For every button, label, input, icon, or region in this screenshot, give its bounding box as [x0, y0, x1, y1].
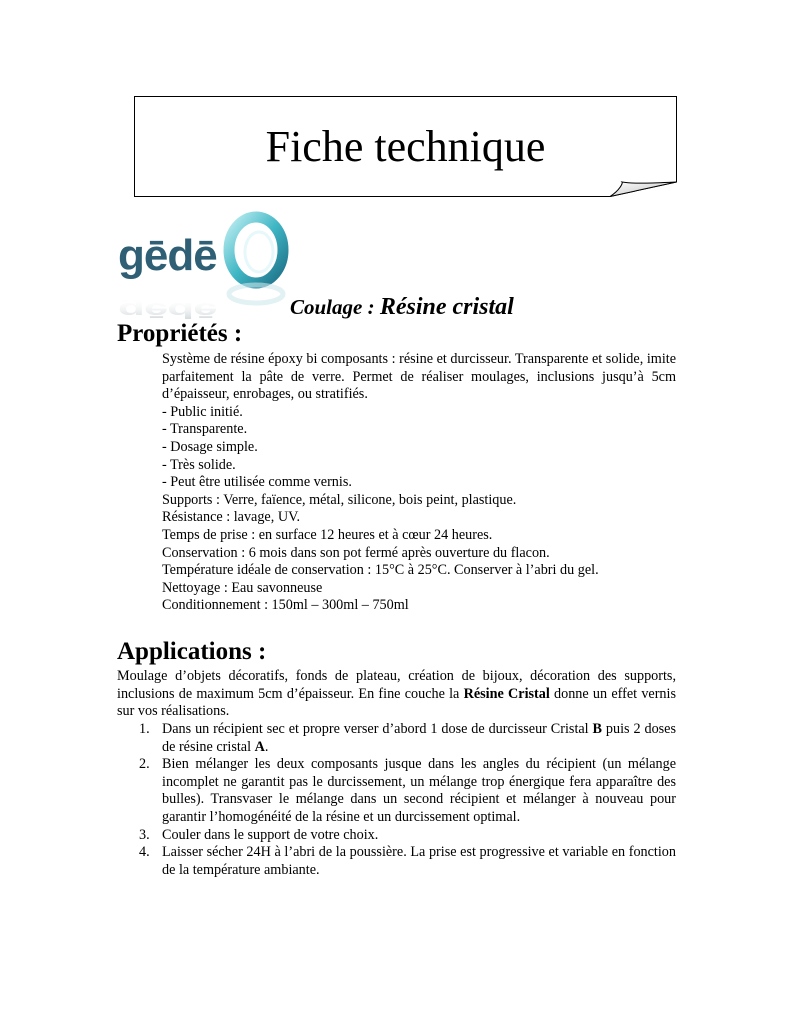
- hardener-letter: B: [592, 721, 603, 737]
- step-item: [117, 827, 676, 845]
- subtitle-prefix: Coulage :: [290, 295, 380, 319]
- property-detail-resistance: Résistance : lavage, UV.: [162, 509, 301, 526]
- gedeo-logo: [114, 212, 292, 322]
- properties-section: [162, 351, 676, 615]
- property-detail-supports: Supports : Verre, faïence, métal, silicone, bois peint, plastique.: [162, 491, 517, 508]
- step-text: Laisser sécher 24H à l’abri de la poussière. La prise est progressive et variable en fonction de la température ambiante.: [162, 844, 676, 878]
- intro-text-start: Moulage d’objets décoratifs, fonds de plateau, création de bijoux, décoration des supports, inclusions de maximum 5cm d’épaisseur. En fine couche la: [117, 668, 676, 702]
- property-detail-cleaning: Nettoyage : Eau savonneuse: [162, 579, 323, 596]
- applications-heading: Applications :: [117, 638, 267, 665]
- step-text: puis 2 doses de résine cristal: [162, 721, 677, 755]
- svg-text:gēdē: gēdē: [118, 297, 217, 322]
- product-subtitle: [290, 294, 514, 321]
- svg-text:gēdē: gēdē: [118, 231, 217, 280]
- property-detail-curing-time: Temps de prise : en surface 12 heures et à cœur 24 heures.: [162, 526, 493, 543]
- step-number: 2.: [139, 756, 150, 773]
- property-detail-conservation: Conservation : 6 mois dans son pot fermé après ouverture du flacon.: [162, 544, 550, 561]
- property-bullet: - Public initié.: [162, 403, 243, 420]
- intro-text-end: donne un effet vernis sur vos réalisations.: [117, 685, 676, 720]
- properties-description: Système de résine époxy bi composants : résine et durcisseur. Transparente et solide, imite parfaitement la pâte de verre. Permet de réaliser moulages, inclusions jusqu’à 5cm d’épaisseur, enrobages, ou stratifiés.: [162, 351, 676, 403]
- page-title: Fiche technique: [265, 122, 546, 171]
- step-text: Dans un récipient sec et propre verser d’abord 1 dose de durcisseur Cristal: [162, 721, 593, 737]
- property-bullet: - Très solide.: [162, 456, 236, 473]
- applications-intro: [117, 668, 676, 721]
- resin-letter: A: [254, 738, 265, 755]
- step-number: 1.: [139, 721, 150, 737]
- step-text: .: [264, 738, 269, 755]
- product-name: Résine cristal: [379, 294, 514, 320]
- property-detail-packaging: Conditionnement : 150ml – 300ml – 750ml: [162, 597, 409, 614]
- step-text: Couler dans le support de votre choix.: [162, 826, 379, 843]
- application-steps: [117, 721, 676, 879]
- property-bullet: - Transparente.: [162, 421, 248, 438]
- step-item: [117, 844, 676, 879]
- property-detail-temperature: Température idéale de conservation : 15°C à 25°C. Conserver à l’abri du gel.: [162, 562, 599, 579]
- step-text: Bien mélanger les deux composants jusque dans les angles du récipient (un mélange incomplet ne garantit pas le durcissement, un mélange trop énergique fera apparaître des bulles). Transvaser le mélange dans un second récipient et mélanger à nouveau pour garantir l’homogénéité de la résine et un durcissement optimal.: [162, 756, 676, 825]
- step-number: 3.: [139, 826, 150, 843]
- intro-product-name: Résine Cristal: [463, 685, 550, 702]
- property-bullet: - Peut être utilisée comme vernis.: [162, 474, 352, 491]
- step-item: [117, 756, 676, 826]
- property-bullet: - Dosage simple.: [162, 438, 258, 455]
- step-number: 4.: [139, 844, 150, 861]
- step-item: [117, 721, 676, 756]
- properties-heading: Propriétés :: [117, 320, 243, 347]
- title-box: [134, 96, 677, 197]
